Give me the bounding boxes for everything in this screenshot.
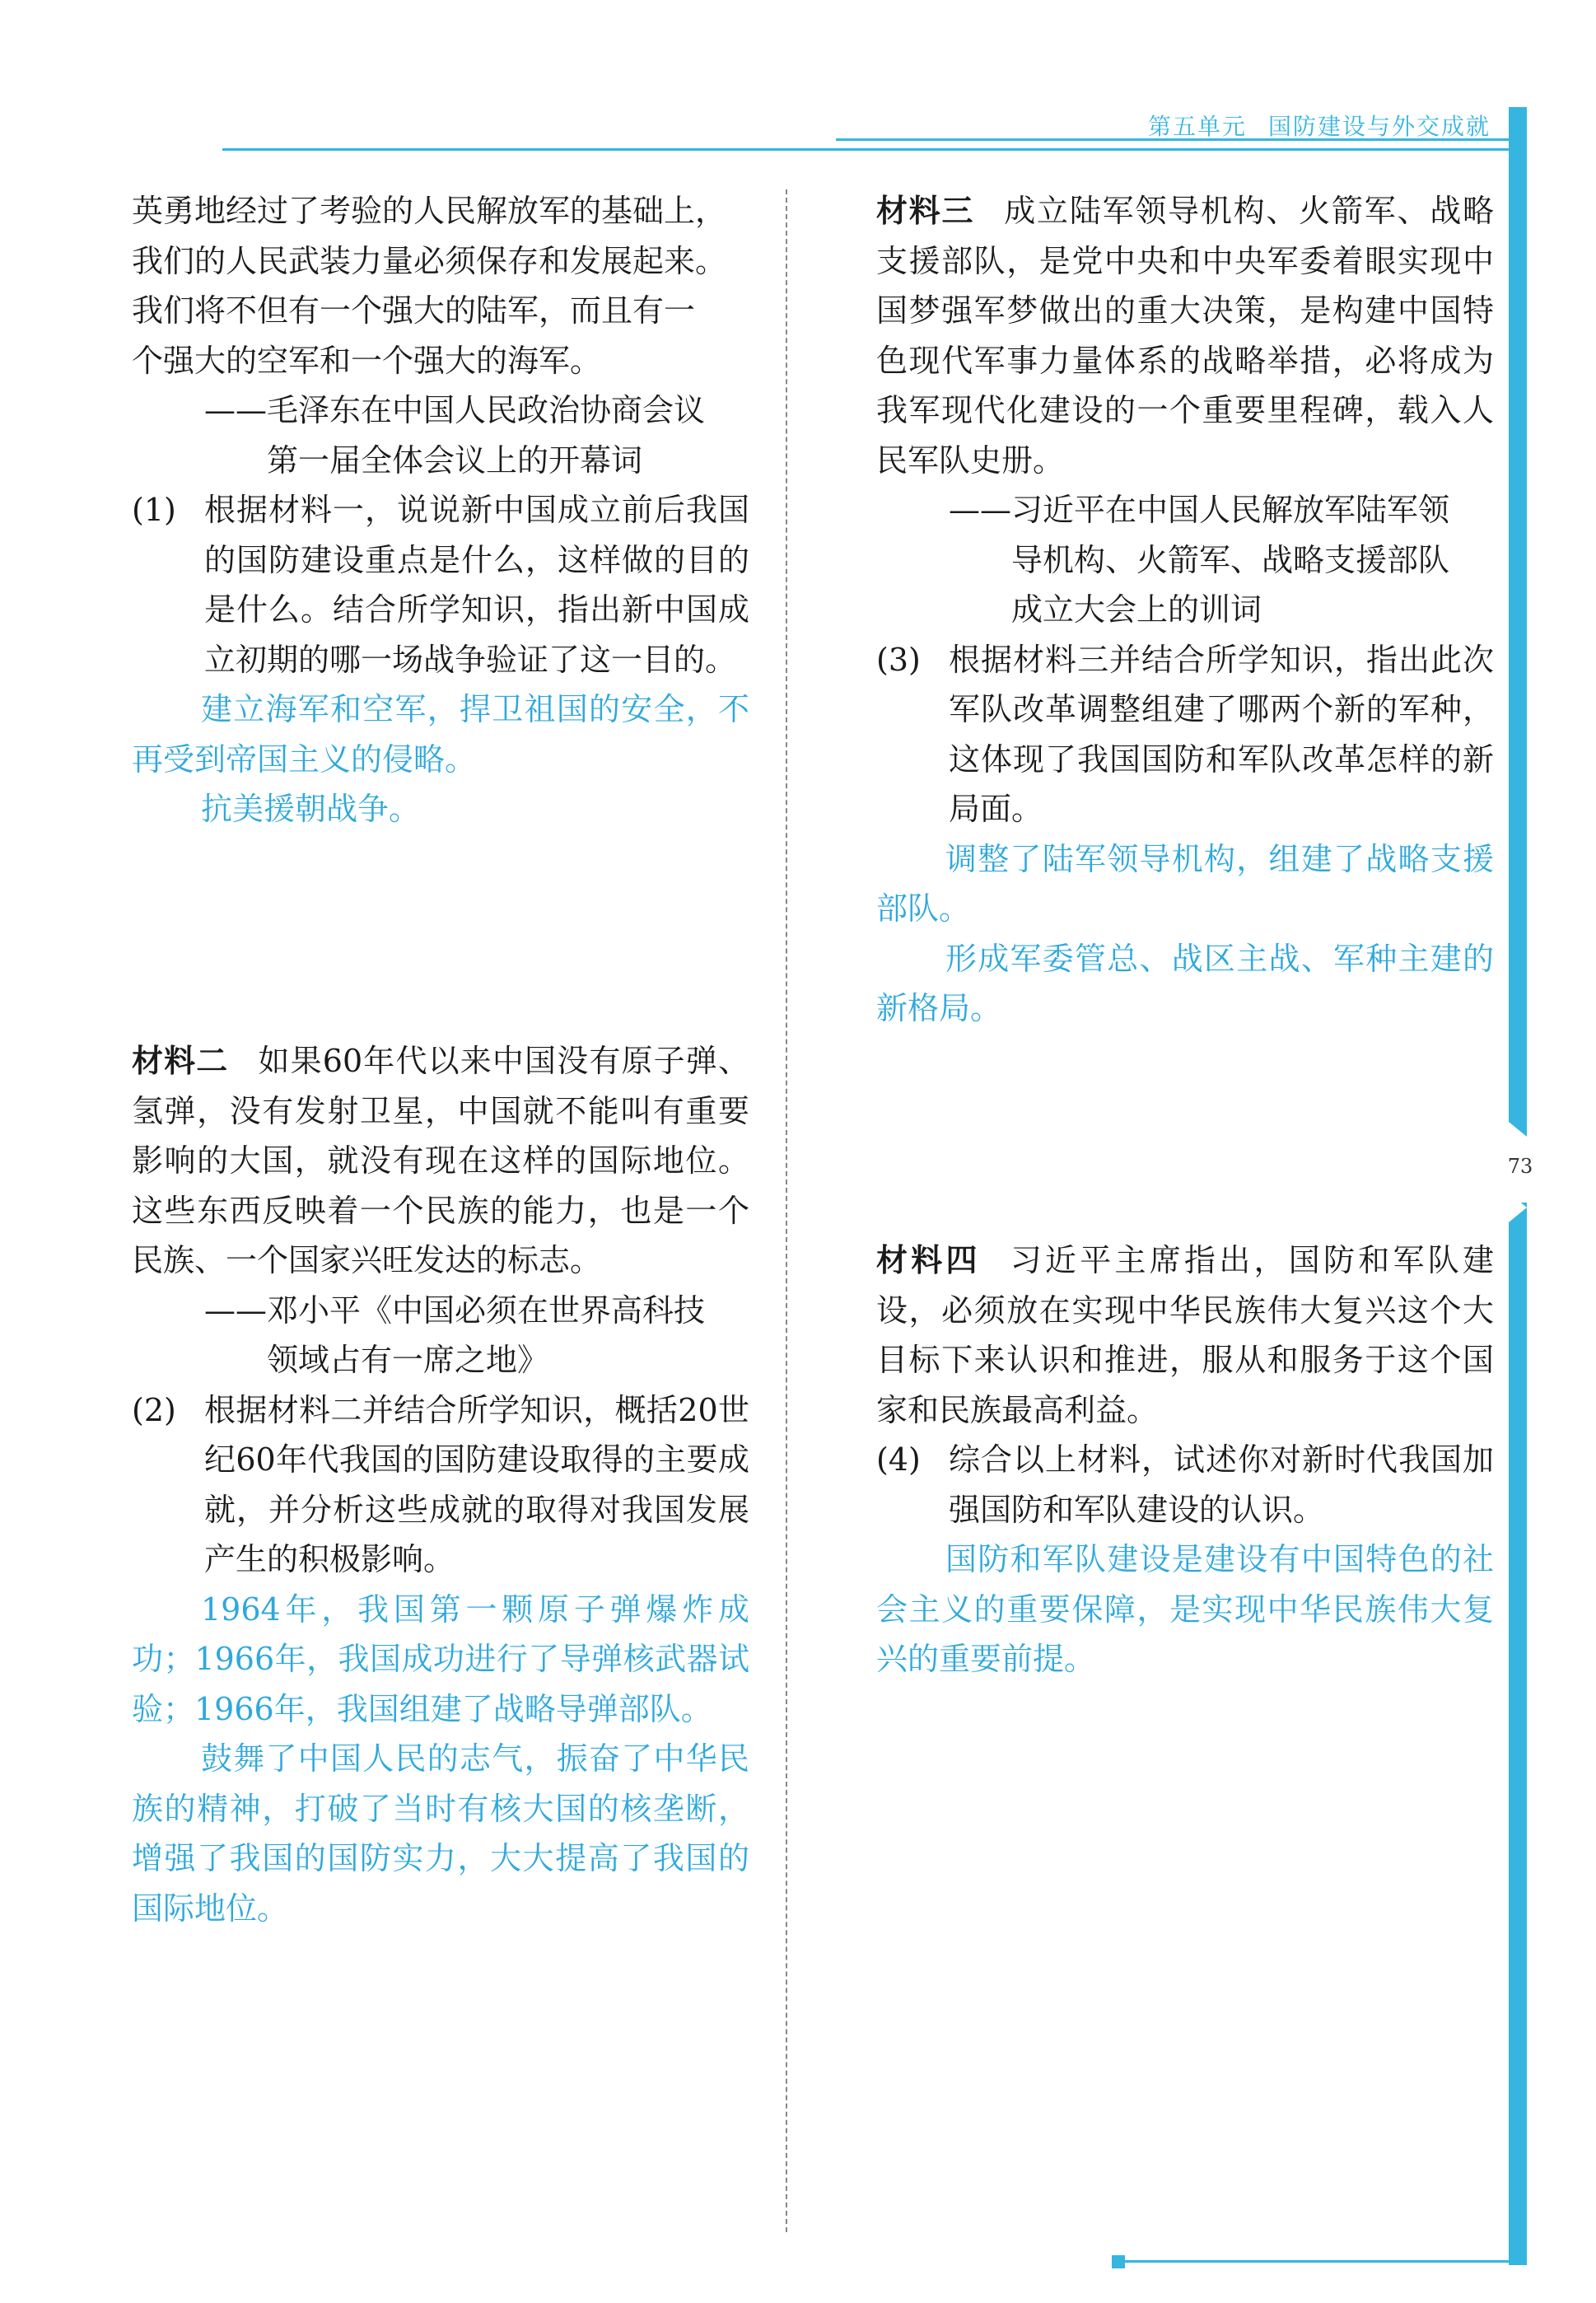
right-material-4 [876,1236,1494,1684]
left-material-2 [132,1036,749,1933]
material-paragraph [132,1036,749,1286]
question-number: (4) [876,1441,921,1478]
intro-line: 我们将不但有一个强大的陆军，而且有一 [132,292,696,329]
question-3 [876,635,1494,834]
answer-text: 建立海军和空军，捍卫祖国的安全，不再受到帝国主义的侵略。 [132,691,749,778]
intro-line: 个强大的空军和一个强大的海军。 [132,342,602,379]
material-paragraph [876,186,1494,485]
material-text: 如果60年代以来中国没有原子弹、氢弹，没有发射卫星，中国就不能叫有重要影响的大国，就没有现在这样的国际地位。这些东西反映着一个民族的能力，也是一个民族、一个国家兴旺发达的标志。 [132,1043,749,1278]
question-text: 综合以上材料，试述你对新时代我国加强国防和军队建设的认识。 [949,1441,1494,1528]
side-bar-notch-lower [1509,1193,1527,1222]
side-bar-notch-upper [1509,1122,1527,1152]
question-number: (1) [132,492,176,528]
intro-line: 我们的人民武装力量必须保存和发展起来。 [132,242,727,279]
source-line: 领域占有一席之地》 [267,1342,549,1378]
source-line: 成立大会上的训词 [1011,591,1262,628]
question-number: (2) [132,1391,176,1428]
material-label: 材料四 [876,1241,981,1278]
material-paragraph [876,1236,1494,1435]
question-text: 根据材料二并结合所学知识，概括20世纪60年代我国的国防建设取得的主要成就，并分析这些成就的取得对我国发展产生的积极影响。 [204,1391,749,1577]
question-2 [132,1385,749,1585]
side-bar-lower [1509,1203,1527,2265]
page-number: 73 [1507,1155,1533,1178]
question-number: (3) [876,641,921,678]
material-text: 习近平主席指出，国防和军队建设，必须放在实现中华民族伟大复兴这个大目标下来认识和推进，服从和服务于这个国家和民族最高利益。 [876,1242,1494,1428]
left-intro [132,186,749,834]
answer-text: 国防和军队建设是建设有中国特色的社会主义的重要保障，是实现中华民族伟大复兴的重要前提。 [876,1541,1494,1677]
source-line: ——毛泽东在中国人民政治协商会议 [204,392,706,428]
source-line: ——邓小平《中国必须在世界高科技 [204,1292,706,1329]
source-line: 第一届全体会议上的开幕词 [267,441,643,479]
question-text: 根据材料三并结合所学知识，指出此次军队改革调整组建了哪两个新的军种，这体现了我国国防和军队改革怎样的新局面。 [949,641,1494,827]
answer-text: 抗美援朝战争。 [201,791,421,827]
header-unit: 第五单元 [1147,113,1247,140]
material-label: 材料二 [132,1042,229,1079]
material-label: 材料三 [876,192,975,229]
source-line: 导机构、火箭军、战略支援部队 [1011,541,1450,578]
side-bar-upper [1509,107,1527,1137]
question-1 [132,485,749,684]
column-divider [786,189,787,2232]
answer-text: 1964年，我国第一颗原子弹爆炸成功；1966年，我国成功进行了导弹核武器试验；1966年，我国组建了战略导弹部队。 [132,1591,749,1727]
footer-marker [1112,2255,1125,2268]
answer-text: 鼓舞了中国人民的志气，振奋了中华民族的精神，打破了当时有核大国的核垄断，增强了我国的国防实力，大大提高了我国的国际地位。 [132,1740,749,1927]
source-line: ——习近平在中国人民解放军陆军领 [949,492,1450,528]
header-title: 国防建设与外交成就 [1267,113,1491,140]
material-text: 成立陆军领导机构、火箭军、战略支援部队，是党中央和中央军委着眼实现中国梦强军梦做出的重大决策，是构建中国特色现代军事力量体系的战略举措，必将成为我军现代化建设的一个重要里程碑，载入人民军队史册。 [876,193,1494,479]
footer-rule [1120,2260,1527,2263]
right-material-3 [876,186,1494,1034]
answer-text: 形成军委管总、战区主战、军种主建的新格局。 [876,940,1494,1026]
question-4 [876,1435,1494,1535]
question-text: 根据材料一，说说新中国成立前后我国的国防建设重点是什么，这样做的目的是什么。结合所学知识，指出新中国成立初期的哪一场战争验证了这一目的。 [204,492,749,678]
header-rule-bottom [222,148,1511,151]
running-header [1145,109,1491,142]
intro-line: 英勇地经过了考验的人民解放军的基础上， [132,193,727,229]
answer-text: 调整了陆军领导机构，组建了战略支援部队。 [876,840,1494,927]
